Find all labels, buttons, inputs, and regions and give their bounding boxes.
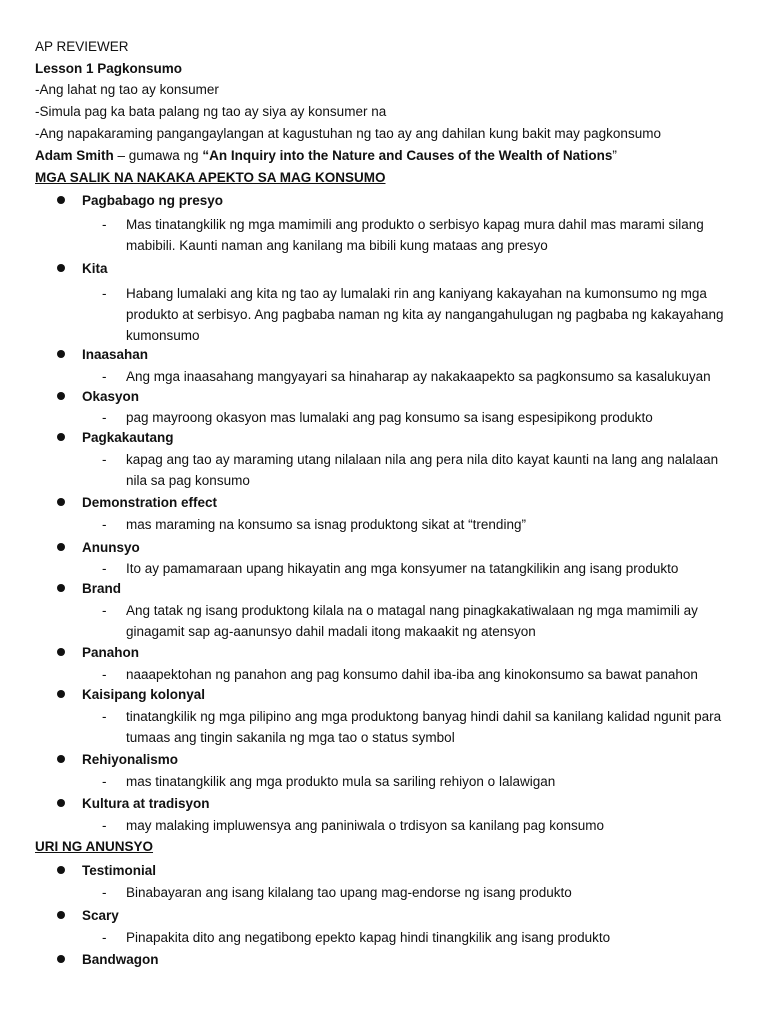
factor-title: Rehiyonalismo: [82, 752, 179, 767]
bullet-icon: [57, 955, 65, 963]
ad-type-desc-text: Pinapakita dito ang negatibong epekto kapag hindi tinangkilik ang isang produkto: [126, 930, 611, 945]
factor-desc: [102, 407, 742, 428]
factor-desc-text: may malaking impluwensya ang paniniwala o trdisyon sa kanilang pag konsumo: [126, 818, 605, 833]
dash-marker: -: [102, 709, 107, 724]
factor-desc: [102, 600, 742, 642]
bullet-icon: [57, 911, 65, 919]
factor-desc-text: pag mayroong okasyon mas lumalaki ang pag konsumo sa isang espesipikong produkto: [126, 410, 653, 425]
ad-type-desc: [102, 882, 742, 903]
intro-line: -Ang lahat ng tao ay konsumer: [35, 82, 219, 97]
factor-title: Okasyon: [82, 389, 140, 404]
factor-desc: [102, 283, 742, 346]
factor-item: [57, 685, 205, 705]
factor-item: [57, 794, 210, 814]
factor-desc: [102, 771, 742, 792]
section-heading-ads: URI NG ANUNSYO: [35, 839, 154, 854]
dash-marker: -: [102, 667, 107, 682]
factor-item: [57, 387, 139, 407]
factor-title: Kultura at tradisyon: [82, 796, 210, 811]
factor-title: Pagbabago ng presyo: [82, 193, 224, 208]
lesson-heading: Lesson 1 Pagkonsumo: [35, 61, 183, 76]
intro-line: -Simula pag ka bata palang ng tao ay siya ay konsumer na: [35, 104, 387, 119]
bullet-icon: [57, 690, 65, 698]
adam-smith-line: [35, 146, 617, 166]
doc-title: AP REVIEWER: [35, 39, 129, 54]
factor-title: Inaasahan: [82, 347, 149, 362]
factor-desc-text: kapag ang tao ay maraming utang nilalaan nila ang pera nila dito kayat kaunti na lang ang nalalaan nila sa pag konsumo: [126, 452, 719, 488]
adam-smith-name: Adam Smith: [35, 148, 114, 163]
dash-marker: -: [102, 517, 107, 532]
bullet-icon: [57, 196, 65, 204]
ad-type-title: Bandwagon: [82, 952, 159, 967]
bullet-icon: [57, 584, 65, 592]
factor-desc-text: Ang tatak ng isang produktong kilala na o matagal nang pinagkakatiwalaan ng mga mamimili ay ginagamit sap ag-aanunsyo dahil madali itong makaakit ng atensyon: [126, 603, 698, 639]
factor-desc-text: Habang lumalaki ang kita ng tao ay lumalaki rin ang kaniyang kakayahan na kumonsumo ng mga produkto at serbisyo. Ang pagbaba naman ng kita ay nangangahulugan ng pagbaba ng kakayahang kumonsumo: [126, 286, 724, 343]
factor-title: Demonstration effect: [82, 495, 218, 510]
dash-marker: -: [102, 369, 107, 384]
factor-title: Kita: [82, 261, 108, 276]
factor-item: [57, 493, 217, 513]
bullet-icon: [57, 755, 65, 763]
factor-item: [57, 191, 223, 211]
factor-item: [57, 259, 108, 279]
bullet-icon: [57, 350, 65, 358]
bullet-icon: [57, 433, 65, 441]
dash-marker: -: [102, 818, 107, 833]
bullet-icon: [57, 264, 65, 272]
bullet-icon: [57, 799, 65, 807]
dash-marker: -: [102, 774, 107, 789]
factor-title: Kaisipang kolonyal: [82, 687, 206, 702]
dash-marker: -: [102, 410, 107, 425]
ad-type-desc-text: Binabayaran ang isang kilalang tao upang mag-endorse ng isang produkto: [126, 885, 572, 900]
wealth-of-nations-title: “An Inquiry into the Nature and Causes of the Wealth of Nations: [202, 148, 613, 163]
factor-desc-text: Mas tinatangkilik ng mga mamimili ang produkto o serbisyo kapag mura dahil mas marami silang mabibili. Kaunti naman ang kanilang ma bibili kung mataas ang presyo: [126, 217, 704, 253]
factor-title: Brand: [82, 581, 122, 596]
factor-desc: [102, 514, 742, 535]
factor-item: [57, 345, 148, 365]
factor-desc-text: naaapektohan ng panahon ang pag konsumo dahil iba-iba ang kinokonsumo sa bawat panahon: [126, 667, 698, 682]
factor-desc: [102, 558, 742, 579]
bullet-icon: [57, 392, 65, 400]
intro-line: -Ang napakaraming pangangaylangan at kagustuhan ng tao ay ang dahilan kung bakit may pagkonsumo: [35, 126, 661, 141]
section-heading-factors: MGA SALIK NA NAKAKA APEKTO SA MAG KONSUMO: [35, 170, 386, 185]
adam-smith-end: ”: [612, 148, 617, 163]
dash-marker: -: [102, 603, 107, 618]
factor-desc: [102, 449, 742, 491]
ad-type-title: Testimonial: [82, 863, 157, 878]
ad-type-item: [57, 950, 159, 970]
ad-type-desc: [102, 927, 742, 948]
bullet-icon: [57, 648, 65, 656]
factor-item: [57, 538, 140, 558]
factor-desc: [102, 706, 742, 748]
bullet-icon: [57, 866, 65, 874]
dash-marker: -: [102, 561, 107, 576]
factor-desc: [102, 366, 742, 387]
bullet-icon: [57, 498, 65, 506]
factor-desc-text: mas maraming na konsumo sa isnag produktong sikat at “trending”: [126, 517, 526, 532]
factor-desc-text: Ang mga inaasahang mangyayari sa hinaharap ay nakakaapekto sa pagkonsumo sa kasalukuyan: [126, 369, 711, 384]
factor-title: Anunsyo: [82, 540, 140, 555]
dash-marker: -: [102, 885, 107, 900]
factor-item: [57, 643, 139, 663]
factor-item: [57, 428, 174, 448]
factor-item: [57, 750, 178, 770]
factor-desc-text: Ito ay pamamaraan upang hikayatin ang mga konsyumer na tatangkilikin ang isang produkto: [126, 561, 679, 576]
factor-desc: [102, 214, 742, 256]
factor-title: Panahon: [82, 645, 140, 660]
factor-title: Pagkakautang: [82, 430, 174, 445]
factor-item: [57, 579, 121, 599]
dash-marker: -: [102, 930, 107, 945]
ad-type-title: Scary: [82, 908, 119, 923]
factor-desc: [102, 815, 742, 836]
factor-desc-text: mas tinatangkilik ang mga produkto mula sa sariling rehiyon o lalawigan: [126, 774, 556, 789]
ad-type-item: [57, 906, 119, 926]
factor-desc-text: tinatangkilik ng mga pilipino ang mga produktong banyag hindi dahil sa kanilang kalidad ngunit para tumaas ang tingin sakanila ng mga tao o status symbol: [126, 709, 722, 745]
dash-marker: -: [102, 217, 107, 232]
adam-smith-mid: – gumawa ng: [113, 148, 203, 163]
factor-desc: [102, 664, 742, 685]
ad-type-item: [57, 861, 156, 881]
dash-marker: -: [102, 452, 107, 467]
dash-marker: -: [102, 286, 107, 301]
bullet-icon: [57, 543, 65, 551]
